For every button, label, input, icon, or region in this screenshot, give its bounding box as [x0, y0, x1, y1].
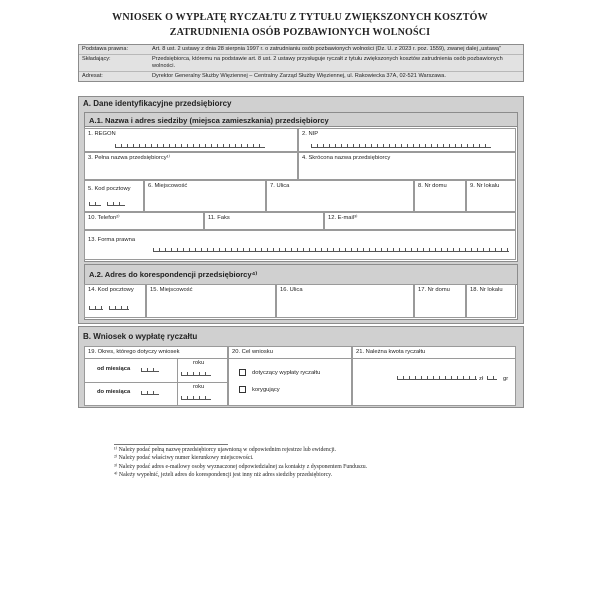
amount-label: 21. Należna kwota ryczałtu — [353, 347, 515, 359]
option-correction-label: korygujący — [252, 387, 280, 394]
postal-boxes-b — [107, 201, 125, 206]
footnote-1: ¹⁾ Należy podać pełną nazwę przedsiębiorcy ujawnioną w odpowiednim rejestrze lub ewidencji. — [114, 447, 337, 453]
amount-zl-boxes — [397, 375, 477, 380]
period-field — [84, 346, 228, 406]
legal-form-label: 13. Forma prawna — [88, 237, 136, 243]
from-year-boxes[interactable] — [181, 371, 211, 376]
short-name-label: 4. Skrócona nazwa przedsiębiorcy — [302, 155, 391, 161]
street-2-field[interactable] — [276, 284, 414, 318]
footnote-3: ³⁾ Należy podać adres e-mailowy osoby wyznaczonej odpowiedzialnej za kontakty z dysponentem Funduszu. — [114, 463, 368, 470]
nip-field[interactable] — [298, 128, 516, 152]
house-number-field[interactable] — [414, 180, 466, 212]
checkbox-correction[interactable] — [239, 386, 246, 393]
to-month-label: do miesiąca — [97, 389, 131, 395]
flat-number-label: 9. Nr lokalu — [470, 183, 500, 189]
amount-gr-boxes — [487, 375, 497, 380]
option-correction[interactable] — [239, 386, 280, 393]
form-title — [78, 10, 522, 40]
info-label: Podstawa prawna: — [82, 46, 129, 52]
title-line-1: WNIOSEK O WYPŁATĘ RYCZAŁTU Z TYTUŁU ZWIĘKSZONYCH KOSZTÓW — [112, 12, 488, 23]
option-payout[interactable] — [239, 369, 320, 376]
postal-code-label: 5. Kod pocztowy — [88, 186, 131, 192]
subsection-a2-title: A.2. Adres do korespondencji przedsiębiorcy⁴⁾ — [85, 265, 517, 285]
info-table — [78, 44, 524, 82]
city-label: 6. Miejscowość — [148, 183, 188, 189]
period-label: 19. Okres, którego dotyczy wniosek — [85, 347, 227, 359]
house-number-2-field[interactable] — [414, 284, 466, 318]
flat-number-2-field[interactable] — [466, 284, 516, 318]
phone-field[interactable] — [84, 212, 204, 230]
info-value: Przedsiębiorca, któremu na podstawie art. 8 ust. 2 ustawy przysługuje ryczałt z tytułu zwiększonych kosztów zatrudnienia osób pozbawionych wolności. — [152, 56, 503, 69]
amount-field[interactable] — [352, 346, 516, 406]
currency-zl: zł — [479, 376, 484, 382]
footnote-2: ²⁾ Należy podać właściwy numer kierunkowy miejscowości. — [114, 455, 254, 462]
info-row — [79, 45, 523, 55]
nip-label: 2. NIP — [302, 131, 319, 137]
regon-label: 1. REGON — [88, 131, 116, 137]
info-value: Dyrektor Generalny Służby Więziennej – Centralny Zarząd Służby Więziennej, ul. Rakowiecka 37A, 02-521 Warszawa. — [152, 73, 446, 79]
to-month-boxes[interactable] — [141, 390, 159, 395]
from-month-boxes[interactable] — [141, 367, 159, 372]
street-2-label: 16. Ulica — [280, 287, 303, 293]
house-number-2-label: 17. Nr domu — [418, 287, 450, 293]
footnote-4: ⁴⁾ Należy wypełnić, jeżeli adres do korespondencji jest inny niż adres siedziby przedsiębiorcy. — [114, 471, 333, 478]
full-name-label: 3. Pełna nazwa przedsiębiorcy¹⁾ — [88, 155, 170, 161]
regon-field[interactable] — [84, 128, 298, 152]
city-2-field[interactable] — [146, 284, 276, 318]
subsection-a1-title: A.1. Nazwa i adres siedziby (miejsca zamieszkania) przedsiębiorcy — [85, 113, 517, 127]
full-name-field[interactable] — [84, 152, 298, 180]
city-2-label: 15. Miejscowość — [150, 287, 193, 293]
flat-number-field[interactable] — [466, 180, 516, 212]
to-year-boxes[interactable] — [181, 395, 211, 400]
nip-boxes — [311, 143, 491, 148]
house-number-label: 8. Nr domu — [418, 183, 447, 189]
from-month-label: od miesiąca — [97, 366, 131, 372]
fax-field[interactable] — [204, 212, 324, 230]
fax-label: 11. Faks — [208, 215, 230, 221]
info-row — [79, 55, 523, 72]
section-a-title: A. Dane identyfikacyjne przedsiębiorcy — [83, 99, 232, 108]
purpose-field — [228, 346, 352, 406]
to-year-label: roku — [193, 384, 205, 390]
postal-code-2-field[interactable] — [84, 284, 146, 318]
city-field[interactable] — [144, 180, 266, 212]
info-value: Art. 8 ust. 2 ustawy z dnia 28 sierpnia 1997 r. o zatrudnianiu osób pozbawionych wolności (Dz. U. z 2023 r. poz. 1559), zwanej dalej „ustawą” — [152, 46, 501, 52]
title-line-2: ZATRUDNIENIA OSÓB POZBAWIONYCH WOLNOŚCI — [169, 27, 431, 38]
postal-code-field[interactable] — [84, 180, 144, 212]
info-label: Adresat: — [82, 73, 103, 79]
postal-code-2-label: 14. Kod pocztowy — [88, 287, 134, 293]
checkbox-payout[interactable] — [239, 369, 246, 376]
option-payout-label: dotyczący wypłaty ryczałtu — [252, 370, 321, 377]
currency-gr: gr — [503, 376, 509, 382]
info-row — [79, 72, 523, 81]
legal-form-boxes — [153, 247, 509, 252]
postal-boxes-a — [89, 201, 101, 206]
legal-form-field[interactable] — [84, 230, 516, 260]
email-label: 12. E-mail³⁾ — [328, 215, 358, 221]
flat-number-2-label: 18. Nr lokalu — [470, 287, 503, 293]
email-field[interactable] — [324, 212, 516, 230]
info-label: Składający: — [82, 56, 111, 62]
from-year-label: roku — [193, 360, 205, 366]
section-b-title: B. Wniosek o wypłatę ryczałtu — [83, 332, 198, 341]
purpose-label: 20. Cel wniosku — [229, 347, 351, 359]
street-field[interactable] — [266, 180, 414, 212]
phone-label: 10. Telefon²⁾ — [88, 215, 120, 221]
short-name-field[interactable] — [298, 152, 516, 180]
footnotes — [114, 446, 514, 479]
footnote-rule — [114, 444, 228, 445]
postal-2-boxes-b — [109, 305, 129, 310]
street-label: 7. Ulica — [270, 183, 290, 189]
regon-boxes — [115, 143, 265, 148]
postal-2-boxes-a — [89, 305, 103, 310]
